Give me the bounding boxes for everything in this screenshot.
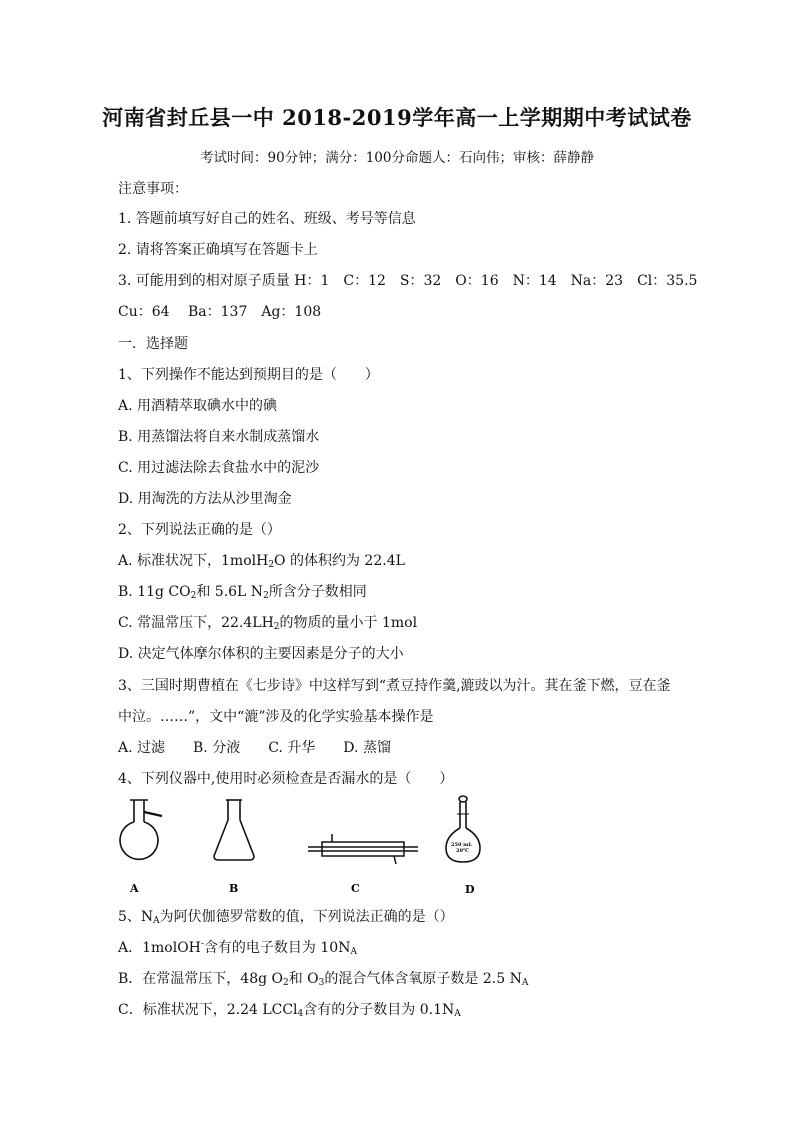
q2-option-a [118, 550, 405, 570]
q1-option-c: C. 用过滤法除去食盐水中的泥沙 [118, 460, 320, 476]
exam-subtitle: 考试时间：90分钟；满分：100分命题人：石向伟；审核：薛静静 [200, 150, 594, 166]
note-item-1: 1. 答题前填写好自己的姓名、班级、考号等信息 [118, 211, 416, 227]
subscript: 2 [263, 591, 269, 601]
round-bottom-flask-icon [120, 800, 162, 859]
flask-temperature-mark: 20℃ [456, 848, 469, 854]
text-run: A．1molOH [118, 940, 201, 956]
text-run: 5、N [118, 909, 154, 925]
q4-apparatus-figure [110, 792, 490, 902]
subscript: A [521, 978, 529, 988]
text-run: 为阿伏伽德罗常数的值，下列说法正确的是（） [159, 909, 454, 925]
apparatus-label-d: D [465, 883, 475, 896]
q5-option-a [118, 937, 357, 957]
q4-stem: 4、下列仪器中,使用时必须检查是否漏水的是（ ） [118, 771, 454, 787]
q3-options: A. 过滤 B. 分液 C. 升华 D. 蒸馏 [118, 740, 391, 756]
q2-stem: 2、下列说法正确的是（） [118, 522, 281, 538]
text-run: A. 标准状况下，1molH [118, 553, 269, 569]
apparatus-label-c: C [351, 882, 360, 895]
subscript: 3 [318, 978, 325, 988]
subscript: A [350, 947, 357, 957]
q1-stem: 1、下列操作不能达到预期目的是（ ） [118, 367, 379, 383]
text-run: 的混合气体含氧原子数是 2.5 N [324, 971, 522, 987]
q2-option-b [118, 581, 367, 601]
note-item-4: Cu：64 Ba：137 Ag：108 [118, 304, 322, 320]
superscript: - [200, 939, 204, 949]
subscript: A [454, 1009, 461, 1019]
q5-option-b [118, 968, 528, 988]
note-item-2: 2. 请将答案正确填写在答题卡上 [118, 242, 318, 258]
q3-stem-line2: 中泣。……”，文中“漉”涉及的化学实验基本操作是 [118, 709, 434, 725]
q2-option-c [118, 612, 417, 632]
notes-heading: 注意事项： [118, 181, 188, 197]
apparatus-label-a: A [130, 882, 139, 895]
subscript: 2 [268, 560, 275, 570]
text-run: 的物质的量小于 1mol [279, 615, 418, 631]
q5-option-c [118, 999, 461, 1019]
condenser-icon [308, 834, 418, 864]
section-label: 一．选择题 [118, 336, 188, 352]
subscript: 2 [190, 591, 197, 601]
subscript: 2 [283, 978, 289, 988]
text-run: O 的体积约为 22.4L [274, 553, 405, 569]
note-item-3: 3. 可能用到的相对原子质量 H：1 C：12 S：32 O：16 N：14 Na：23 Cl：35.5 [118, 273, 698, 289]
text-run: C. 常温常压下，22.4LH [118, 615, 274, 631]
text-run: 含有的分子数目为 0.1N [303, 1002, 455, 1018]
q5-stem [118, 906, 454, 926]
q1-option-d: D. 用淘洗的方法从沙里淘金 [118, 491, 292, 507]
subscript: A [153, 916, 160, 926]
text-run: B. 11g CO [118, 584, 191, 600]
text-run: C．标准状况下，2.24 LCCl [118, 1002, 298, 1018]
apparatus-label-b: B [229, 882, 239, 895]
exam-title: 河南省封丘县一中 2018-2019学年高一上学期期中考试试卷 [102, 105, 692, 130]
flask-volume-mark: 250 mL [451, 842, 472, 848]
subscript: 4 [297, 1009, 304, 1019]
q1-option-b: B. 用蒸馏法将自来水制成蒸馏水 [118, 429, 320, 445]
text-run: 所含分子数相同 [268, 584, 367, 600]
text-run: 含有的电子数目为 10N [203, 940, 351, 956]
text-run: B．在常温常压下，48g O [118, 971, 283, 987]
conical-flask-icon [214, 800, 254, 860]
q2-option-d: D. 决定气体摩尔体积的主要因素是分子的大小 [118, 646, 404, 662]
q1-option-a: A. 用酒精萃取碘水中的碘 [118, 398, 278, 414]
subscript: 2 [273, 622, 280, 632]
text-run: 和 5.6L N [196, 584, 264, 600]
q3-stem-line1: 3、三国时期曹植在《七步诗》中这样写到“煮豆持作羹,漉豉以为汁。萁在釜下燃，豆在釜 [118, 678, 671, 694]
text-run: 和 O [288, 971, 319, 987]
